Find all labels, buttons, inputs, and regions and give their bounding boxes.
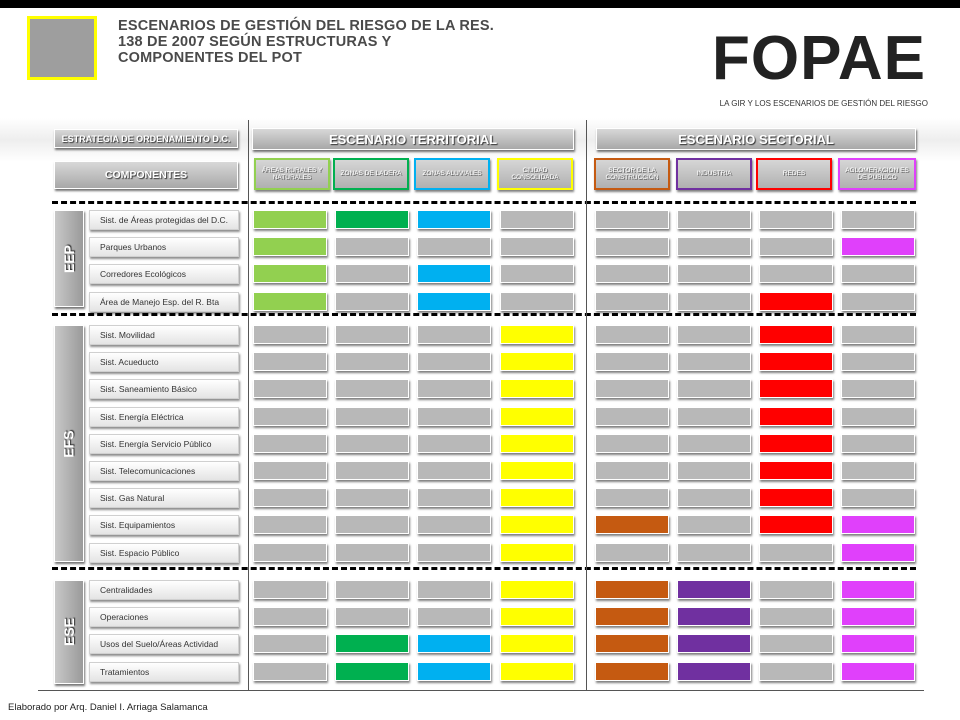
matrix-cell-inactive (677, 292, 751, 311)
matrix-cell-inactive (417, 434, 491, 453)
matrix-cell-inactive (417, 407, 491, 426)
matrix-cell-active (417, 210, 491, 229)
page-title: ESCENARIOS DE GESTIÓN DEL RIESGO DE LA RES. 138 DE 2007 SEGÚN ESTRUCTURAS Y COMPONENTES DEL POT (118, 18, 494, 66)
matrix-cell-inactive (677, 488, 751, 507)
matrix-cell-inactive (417, 461, 491, 480)
component-box: ZONAS ALUVIALES (414, 158, 490, 190)
matrix-cell-inactive (759, 237, 833, 256)
row-label: Sist. Movilidad (89, 325, 239, 345)
matrix-cell-active (417, 292, 491, 311)
matrix-cell-inactive (677, 515, 751, 534)
matrix-cell-inactive (253, 488, 327, 507)
matrix-cell-inactive (841, 210, 915, 229)
matrix-cell-inactive (335, 515, 409, 534)
top-bar (0, 0, 960, 8)
matrix-cell-active (841, 543, 915, 562)
row-label: Sist. Espacio Público (89, 543, 239, 563)
matrix-cell-inactive (595, 325, 669, 344)
matrix-cell-inactive (417, 607, 491, 626)
matrix-cell-inactive (677, 352, 751, 371)
matrix-cell-active (595, 634, 669, 653)
row-label: Sist. Energía Servicio Público (89, 434, 239, 454)
sectorial-scenario-header: ESCENARIO SECTORIAL (596, 128, 916, 150)
author-credit: Elaborado por Arq. Daniel I. Arriaga Salamanca (8, 702, 208, 713)
matrix-cell-active (677, 634, 751, 653)
matrix-cell-active (759, 488, 833, 507)
component-box: AGLOMERACION ES DE PUBLICO (838, 158, 916, 190)
component-box: CIUDAD CONSOLIDADA (497, 158, 573, 190)
matrix-cell-active (335, 662, 409, 681)
matrix-cell-inactive (841, 488, 915, 507)
row-label: Sist. Equipamientos (89, 515, 239, 535)
matrix-cell-inactive (335, 543, 409, 562)
matrix-cell-inactive (595, 379, 669, 398)
bottom-rule (38, 690, 924, 691)
logo-square (27, 16, 97, 80)
matrix-cell-active (677, 662, 751, 681)
matrix-cell-active (500, 607, 574, 626)
matrix-cell-inactive (253, 434, 327, 453)
row-label: Centralidades (89, 580, 239, 600)
matrix-cell-active (500, 379, 574, 398)
row-label: Parques Urbanos (89, 237, 239, 257)
row-label: Sist. Telecomunicaciones (89, 461, 239, 481)
matrix-cell-inactive (841, 352, 915, 371)
matrix-cell-active (500, 434, 574, 453)
matrix-cell-inactive (677, 237, 751, 256)
matrix-cell-active (500, 407, 574, 426)
matrix-cell-inactive (841, 325, 915, 344)
matrix-cell-active (841, 515, 915, 534)
divider-left (248, 120, 249, 690)
matrix-cell-inactive (759, 543, 833, 562)
matrix-cell-inactive (759, 264, 833, 283)
row-label: Sist. Acueducto (89, 352, 239, 372)
matrix-cell-inactive (677, 379, 751, 398)
matrix-cell-active (759, 461, 833, 480)
matrix-cell-inactive (677, 434, 751, 453)
matrix-cell-inactive (417, 515, 491, 534)
row-label: Corredores Ecológicos (89, 264, 239, 284)
matrix-cell-inactive (841, 379, 915, 398)
matrix-cell-active (759, 407, 833, 426)
matrix-cell-inactive (677, 407, 751, 426)
matrix-cell-inactive (595, 543, 669, 562)
matrix-cell-inactive (417, 543, 491, 562)
row-label: Sist. Saneamiento Básico (89, 379, 239, 399)
matrix-cell-active (677, 580, 751, 599)
matrix-cell-inactive (595, 210, 669, 229)
matrix-cell-inactive (253, 515, 327, 534)
brand-subtitle: LA GIR Y LOS ESCENARIOS DE GESTIÓN DEL RIESGO (719, 99, 928, 108)
matrix-cell-inactive (253, 461, 327, 480)
strategy-label: ESTRATEGIA DE ORDENAMIENTO D.C. (54, 129, 238, 148)
matrix-cell-active (500, 325, 574, 344)
matrix-cell-inactive (335, 434, 409, 453)
matrix-cell-inactive (417, 325, 491, 344)
matrix-cell-inactive (335, 461, 409, 480)
matrix-cell-active (500, 634, 574, 653)
matrix-cell-active (595, 662, 669, 681)
matrix-cell-inactive (500, 237, 574, 256)
matrix-cell-active (595, 515, 669, 534)
components-label: COMPONENTES (54, 161, 238, 189)
row-label: Área de Manejo Esp. del R. Bta (89, 292, 239, 312)
matrix-cell-inactive (595, 488, 669, 507)
matrix-cell-inactive (417, 580, 491, 599)
matrix-cell-inactive (595, 461, 669, 480)
matrix-cell-inactive (253, 662, 327, 681)
matrix-cell-inactive (500, 210, 574, 229)
matrix-cell-active (500, 662, 574, 681)
matrix-cell-inactive (335, 237, 409, 256)
matrix-cell-inactive (335, 292, 409, 311)
matrix-cell-inactive (677, 264, 751, 283)
matrix-cell-inactive (841, 434, 915, 453)
matrix-cell-inactive (253, 543, 327, 562)
matrix-cell-active (759, 434, 833, 453)
matrix-cell-inactive (677, 543, 751, 562)
matrix-cell-inactive (595, 407, 669, 426)
row-label: Usos del Suelo/Áreas Actividad (89, 634, 239, 654)
matrix-cell-inactive (253, 407, 327, 426)
matrix-cell-inactive (253, 607, 327, 626)
component-box: SECTOR DE LA CONSTRUCCIÓN (594, 158, 670, 190)
group-label-ese: ESE (54, 580, 84, 684)
matrix-cell-inactive (841, 264, 915, 283)
separator-top (52, 201, 916, 204)
separator-efs-ese (52, 567, 916, 570)
matrix-cell-inactive (335, 352, 409, 371)
matrix-cell-inactive (841, 461, 915, 480)
matrix-cell-inactive (500, 264, 574, 283)
row-label: Operaciones (89, 607, 239, 627)
matrix-cell-inactive (841, 292, 915, 311)
group-label-efs: EFS (54, 325, 84, 562)
matrix-cell-inactive (595, 352, 669, 371)
component-box: ZONAS DE LADERA (333, 158, 409, 190)
matrix-cell-inactive (759, 607, 833, 626)
matrix-cell-active (759, 379, 833, 398)
matrix-cell-inactive (335, 325, 409, 344)
row-label: Sist. de Áreas protegidas del D.C. (89, 210, 239, 230)
matrix-cell-active (253, 264, 327, 283)
matrix-cell-active (417, 264, 491, 283)
matrix-cell-inactive (253, 352, 327, 371)
matrix-cell-active (500, 543, 574, 562)
separator-eep-efs (52, 313, 916, 316)
matrix-cell-inactive (417, 352, 491, 371)
matrix-cell-active (759, 352, 833, 371)
matrix-cell-inactive (677, 210, 751, 229)
matrix-cell-active (595, 607, 669, 626)
matrix-cell-inactive (335, 607, 409, 626)
matrix-cell-active (253, 292, 327, 311)
matrix-cell-inactive (417, 379, 491, 398)
matrix-cell-active (335, 210, 409, 229)
row-label: Sist. Gas Natural (89, 488, 239, 508)
matrix-cell-active (759, 325, 833, 344)
component-box: INDUSTRIA (676, 158, 752, 190)
matrix-cell-inactive (253, 580, 327, 599)
matrix-cell-active (759, 515, 833, 534)
matrix-cell-active (500, 515, 574, 534)
matrix-cell-inactive (595, 292, 669, 311)
matrix-cell-active (500, 461, 574, 480)
matrix-cell-inactive (759, 662, 833, 681)
matrix-cell-inactive (335, 379, 409, 398)
matrix-cell-inactive (759, 580, 833, 599)
matrix-cell-active (500, 580, 574, 599)
brand-logo-text: FOPAE (712, 24, 926, 93)
matrix-cell-active (595, 580, 669, 599)
matrix-cell-active (841, 607, 915, 626)
matrix-cell-inactive (759, 634, 833, 653)
matrix-cell-inactive (595, 264, 669, 283)
matrix-cell-inactive (417, 237, 491, 256)
matrix-cell-active (841, 634, 915, 653)
matrix-cell-active (677, 607, 751, 626)
matrix-cell-active (335, 634, 409, 653)
matrix-cell-active (417, 662, 491, 681)
matrix-cell-active (841, 237, 915, 256)
row-label: Tratamientos (89, 662, 239, 682)
matrix-cell-active (841, 580, 915, 599)
matrix-cell-active (500, 488, 574, 507)
matrix-cell-inactive (595, 434, 669, 453)
matrix-cell-active (841, 662, 915, 681)
matrix-cell-inactive (335, 264, 409, 283)
matrix-cell-active (253, 210, 327, 229)
component-box: REDES (756, 158, 832, 190)
matrix-cell-inactive (677, 325, 751, 344)
matrix-cell-inactive (253, 325, 327, 344)
component-box: ÁREAS RURALES Y NATURALES (254, 158, 330, 190)
matrix-cell-inactive (335, 580, 409, 599)
matrix-cell-active (759, 292, 833, 311)
matrix-cell-inactive (677, 461, 751, 480)
matrix-cell-inactive (417, 488, 491, 507)
divider-right (586, 120, 587, 690)
matrix-cell-inactive (595, 237, 669, 256)
matrix-cell-inactive (253, 634, 327, 653)
row-label: Sist. Energía Eléctrica (89, 407, 239, 427)
matrix-cell-inactive (335, 488, 409, 507)
matrix-cell-inactive (841, 407, 915, 426)
matrix-cell-inactive (500, 292, 574, 311)
matrix-cell-active (417, 634, 491, 653)
matrix-cell-inactive (759, 210, 833, 229)
territorial-scenario-header: ESCENARIO TERRITORIAL (252, 128, 574, 150)
matrix-cell-inactive (253, 379, 327, 398)
matrix-cell-inactive (335, 407, 409, 426)
matrix-cell-active (500, 352, 574, 371)
matrix-cell-active (253, 237, 327, 256)
group-label-eep: EEP (54, 210, 84, 307)
